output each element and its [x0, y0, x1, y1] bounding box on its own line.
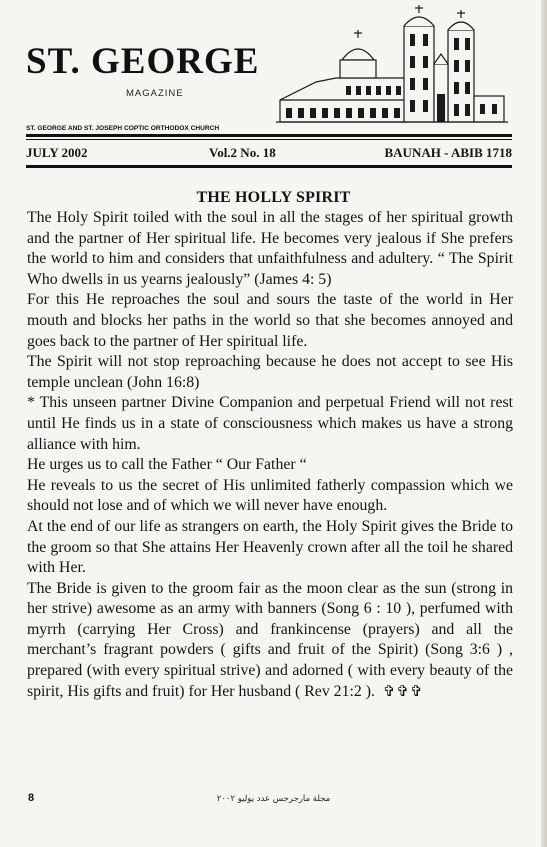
coptic-date: BAUNAH - ABIB 1718 [384, 145, 512, 160]
church-name: ST. GEORGE AND ST. JOSEPH COPTIC ORTHODOX CHURCH [26, 125, 220, 132]
article-paragraph: At the end of our life as strangers on earth, the Holy Spirit gives the Bride to the groom so that She attains Her Heavenly crown after all the toil he shared with Her. [27, 517, 513, 577]
article-paragraph: The Holy Spirit toiled with the soul in all the stages of her spiritual growth and the partner of Her spiritual life. He becomes very jealous if She prefers the world to him and considers that unfaithfulness and adultery. “ The Spirit Who dwells in us yearns jealously” (James 4: 5) [27, 209, 513, 288]
crosses-icon: ✞✞✞ [382, 683, 424, 700]
article-paragraph: He urges us to call the Father “ Our Father “ [27, 456, 307, 474]
article-paragraph: He reveals to us the secret of His unlimited fatherly compassion which we should not lose and of which we will never have enough. [27, 476, 513, 515]
masthead [0, 0, 547, 160]
article-body [27, 208, 513, 702]
page-number: 8 [28, 792, 35, 804]
magazine-title: ST. GEORGE [26, 41, 260, 82]
article-paragraph: * This unseen partner Divine Companion and perpetual Friend will not rest until He finds us in a state of consciousness which makes us have a strong alliance with him. [27, 394, 513, 453]
issue-date: JULY 2002 [26, 145, 88, 160]
article-paragraph: For this He reproaches the soul and sours the taste of the world in Her mouth and blocks her paths in the world so that she becomes annoyed and goes back to the partner of Her spiritual life. [27, 291, 513, 350]
page-edge-shadow [541, 0, 547, 847]
magazine-subtitle: MAGAZINE [126, 88, 184, 99]
article-paragraph-text: The Bride is given to the groom fair as the moon clear as the sun (strong in her strive) awesome as an army with banners (Song 6 : 10 ), perfumed with myrrh (carrying Her Cross) and frankincense (prayers) and all the merchant’s fragrant powders ( gifts and fruit of the Spirit) (Song 3:6 ) , prepared (with every spiritual strive) and adorned ( with every beauty of the spirit, His gifts and fruit) for Her husband ( Rev 21:2 ). [27, 579, 513, 700]
church-illustration [276, 4, 512, 132]
article-paragraph: The Spirit will not stop reproaching because he does not accept to see His temple unclean (John 16:8) [27, 353, 513, 391]
issue-rule [26, 165, 512, 168]
header-rule-thin [26, 139, 512, 140]
header-rule [26, 134, 512, 137]
article-title: THE HOLLY SPIRIT [196, 189, 351, 206]
issue-info [26, 145, 512, 163]
article-paragraph-last [27, 579, 513, 703]
footer-note: مجلة مارجرجس عدد يوليو ٢٠٠٢ [216, 794, 331, 804]
issue-volume: Vol.2 No. 18 [209, 145, 276, 160]
